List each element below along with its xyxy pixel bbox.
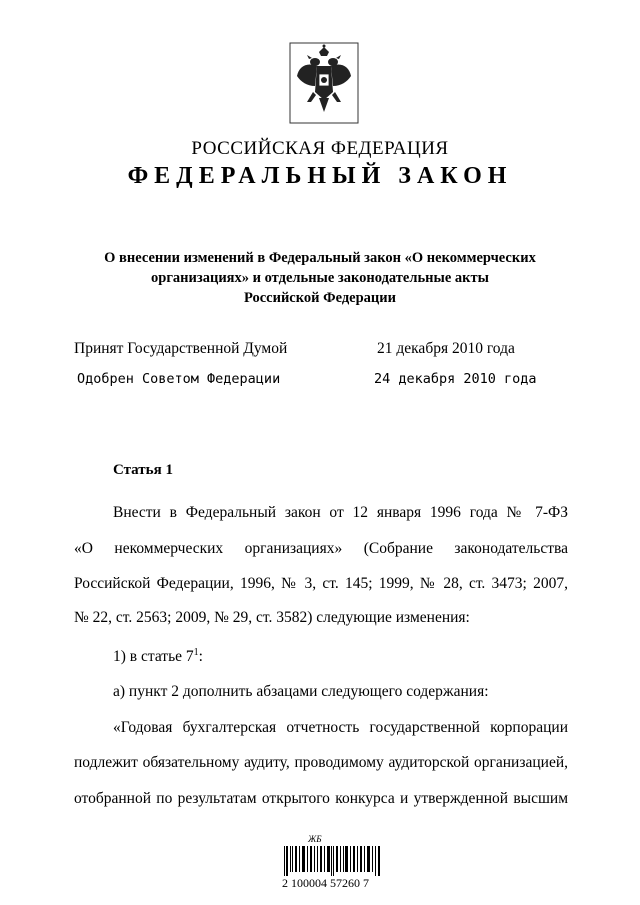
duma-adoption-label: Принят Государственной Думой bbox=[74, 340, 288, 357]
article-heading: Статья 1 bbox=[113, 462, 173, 478]
article-superscript: 1 bbox=[193, 646, 199, 658]
law-title-line: организациях» и отдельные законодательные акты bbox=[151, 270, 489, 286]
article-text-line: отобранной по результатам открытого конкурса и утвержденной высшим bbox=[74, 790, 568, 807]
article-text-line: подлежит обязательному аудиту, проводимому аудиторской организацией, bbox=[74, 754, 568, 771]
barcode-number: 2 100004 57260 7 bbox=[282, 876, 369, 890]
item-text: 1) в статье 7 bbox=[113, 648, 194, 665]
article-text-line: «О некоммерческих организациях» (Собрание законодательства bbox=[74, 540, 568, 557]
article-text-line: «Годовая бухгалтерская отчетность государственной корпорации bbox=[113, 719, 568, 736]
barcode bbox=[282, 834, 392, 900]
article-text-line: № 22, ст. 2563; 2009, № 29, ст. 3582) следующие изменения: bbox=[74, 609, 470, 626]
barcode-mark: ЖБ bbox=[308, 834, 322, 844]
coat-of-arms-emblem bbox=[289, 42, 359, 124]
council-approval-date: 24 декабря 2010 года bbox=[374, 371, 537, 387]
article-text-line: Внести в Федеральный закон от 12 января 1996 года № 7-ФЗ bbox=[113, 504, 568, 521]
duma-adoption-date: 21 декабря 2010 года bbox=[377, 340, 515, 357]
document-type: ФЕДЕРАЛЬНЫЙ ЗАКОН bbox=[127, 163, 513, 189]
item-colon: : bbox=[198, 648, 203, 665]
council-approval-label: Одобрен Советом Федерации bbox=[77, 371, 281, 387]
law-title-line: Российской Федерации bbox=[243, 290, 396, 306]
article-text-line: Российской Федерации, 1996, № 3, ст. 145; 1999, № 28, ст. 3473; 2007, bbox=[74, 575, 568, 592]
article-text-line: а) пункт 2 дополнить абзацами следующего содержания: bbox=[113, 683, 489, 700]
barcode-bars bbox=[282, 846, 382, 876]
law-title bbox=[90, 248, 550, 308]
country-name: РОССИЙСКАЯ ФЕДЕРАЦИЯ bbox=[191, 138, 449, 159]
article-item-line bbox=[113, 648, 203, 666]
law-title-line: О внесении изменений в Федеральный закон «О некоммерческих bbox=[104, 250, 536, 266]
